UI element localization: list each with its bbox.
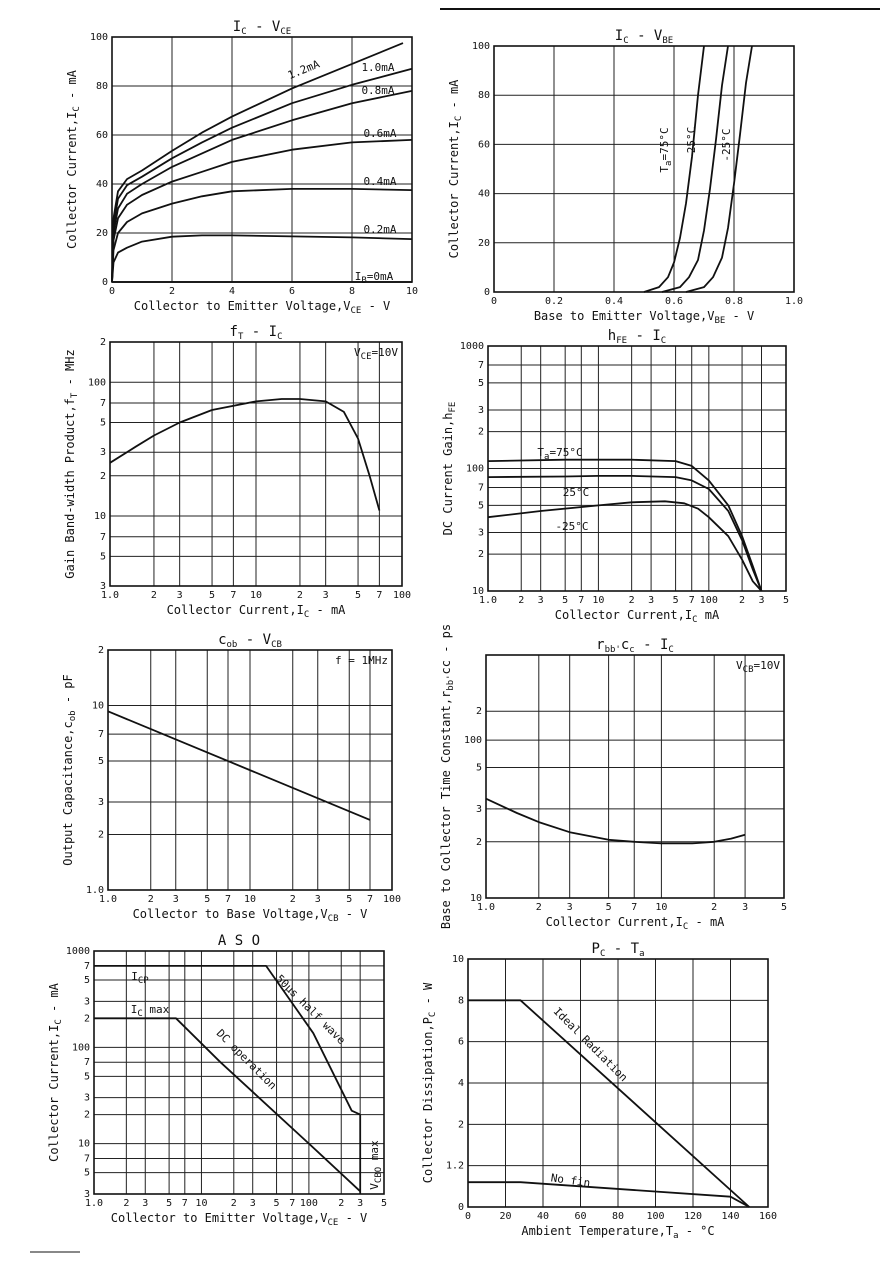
y-tick-label: 10 <box>471 586 484 597</box>
x-tick-label: 3 <box>322 590 329 601</box>
x-tick-label: 100 <box>392 590 412 601</box>
series-label: 50μs half wave <box>273 972 348 1047</box>
x-tick-label: 1.0 <box>784 296 804 307</box>
y-tick-label: 5 <box>83 1071 90 1083</box>
y-tick-label: 10 <box>91 700 104 712</box>
x-axis-label: Ambient $Temperature,T_a - ^\circ C$ <box>521 1224 715 1241</box>
series-label: Ideal Radiation <box>550 1004 631 1085</box>
x-tick-label: 3 <box>648 595 655 606</box>
x-tick-label: 7 <box>230 590 237 601</box>
plot-frame <box>486 655 784 898</box>
y-tick-label: 8 <box>457 995 464 1007</box>
series-label: $I_C$ max <box>130 1003 170 1019</box>
y-axis-label: Collector $Current,I_C$ - mA <box>65 70 82 249</box>
x-tick-label: 0.6 <box>664 296 684 307</box>
y-tick-label: 2 <box>83 1109 90 1121</box>
x-tick-label: 7 <box>376 590 383 601</box>
y-tick-label: 100 <box>71 1042 90 1054</box>
x-tick-label: 100 <box>299 1198 318 1209</box>
x-tick-label: 100 <box>382 894 402 905</box>
chart-title: $f_T - I_C$ <box>229 324 283 342</box>
y-tick-label: 4 <box>457 1078 464 1089</box>
y-tick-label: 6 <box>457 1036 464 1048</box>
x-tick-label: 3 <box>566 902 573 913</box>
series-line-hfe_ic-2 <box>488 501 762 591</box>
series-line-hfe_ic-1 <box>488 476 762 591</box>
x-tick-label: 0.2 <box>544 296 564 307</box>
chart-annotation: f = 1MHz <box>335 654 388 667</box>
y-tick-label: 10 <box>451 954 464 965</box>
x-tick-label: 7 <box>578 595 585 606</box>
x-tick-label: 1.0 <box>100 590 120 601</box>
x-tick-label: 3 <box>249 1198 256 1209</box>
y-tick-label: 5 <box>99 417 106 429</box>
y-tick-label: 2 <box>475 706 482 718</box>
y-tick-label: 3 <box>99 447 106 459</box>
x-tick-label: 40 <box>536 1211 550 1222</box>
x-tick-label: 10 <box>195 1198 208 1209</box>
y-tick-label: 80 <box>477 90 490 102</box>
x-tick-label: 2 <box>123 1198 130 1209</box>
series-line-pc_ta-0 <box>468 1000 749 1207</box>
series-label: DC operation <box>213 1026 280 1093</box>
x-axis-label: Collector to Base $Voltage,V_{CB}$ - V <box>132 907 368 924</box>
x-tick-label: 0 <box>108 286 116 297</box>
series-label: 0.6mA <box>363 127 397 140</box>
y-tick-label: 1000 <box>459 341 484 352</box>
y-tick-label: 20 <box>477 237 490 249</box>
x-tick-label: 5 <box>380 1198 388 1209</box>
y-tick-label: 100 <box>465 463 484 475</box>
y-tick-label: 0 <box>457 1202 464 1213</box>
chart-cob_vcb <box>61 632 401 924</box>
series-line-ic_vbe-1 <box>662 46 728 292</box>
y-tick-label: 100 <box>87 377 106 389</box>
x-tick-label: 1.0 <box>478 595 498 606</box>
y-axis-label: Collector $Current,I_C$ - mA <box>47 983 64 1162</box>
y-tick-label: 7 <box>97 729 104 741</box>
x-tick-label: 7 <box>224 894 232 905</box>
x-tick-label: 7 <box>181 1198 188 1209</box>
x-tick-label: 7 <box>688 595 695 606</box>
series-label: 0.2mA <box>363 223 397 236</box>
x-tick-label: 10 <box>592 595 605 606</box>
series-line-ft_ic-0 <box>110 399 379 511</box>
x-tick-label: 2 <box>628 595 635 606</box>
y-tick-label: 5 <box>99 551 106 563</box>
x-tick-label: 4 <box>228 286 236 297</box>
x-tick-label: 2 <box>296 590 303 601</box>
y-axis-label: Collector $Current,I_C$ - mA <box>447 79 464 259</box>
series-label: -25°C <box>555 520 589 533</box>
y-tick-label: 2 <box>457 1119 464 1131</box>
x-tick-label: 120 <box>683 1211 703 1222</box>
y-tick-label: 7 <box>99 531 106 543</box>
series-label: $T_a=75^\circ C$ <box>537 446 583 462</box>
y-tick-label: 2 <box>477 426 484 438</box>
y-tick-label: 40 <box>477 188 490 200</box>
chart-aso <box>47 933 387 1228</box>
series-label: 1.2mA <box>285 57 322 82</box>
y-tick-label: 0 <box>483 287 490 298</box>
series-label: 0.4mA <box>363 175 397 188</box>
series-line-rbb_ic-0 <box>486 799 745 844</box>
series-label: 0.8mA <box>361 84 395 97</box>
x-tick-label: 8 <box>348 286 356 297</box>
y-tick-label: 10 <box>469 893 482 904</box>
y-tick-label: 3 <box>475 803 482 815</box>
x-tick-label: 3 <box>758 595 765 606</box>
x-tick-label: 100 <box>646 1211 665 1222</box>
x-tick-label: 2 <box>711 902 718 913</box>
series-label: 25°C <box>562 486 590 499</box>
x-tick-label: 3 <box>537 595 544 606</box>
y-tick-label: 2 <box>97 829 104 841</box>
x-tick-label: 3 <box>142 1198 149 1209</box>
x-tick-label: 0 <box>464 1211 472 1222</box>
x-tick-label: 1.0 <box>476 902 496 913</box>
x-tick-label: 10 <box>405 286 419 297</box>
y-tick-label: 2 <box>99 470 106 482</box>
chart-hfe_ic <box>441 328 789 625</box>
x-tick-label: 3 <box>314 894 321 905</box>
y-tick-label: 1.2 <box>445 1160 464 1172</box>
y-tick-label: 7 <box>83 1057 90 1069</box>
y-tick-label: 2 <box>477 549 484 561</box>
x-tick-label: 2 <box>289 894 296 905</box>
chart-annotation: $V_{CE}=10V$ <box>354 346 398 362</box>
series-label: $I_{CP}$ <box>131 970 149 986</box>
x-tick-label: 20 <box>499 1211 512 1222</box>
y-axis-label: Base to Collector Time $Constant,r_{bb'}cc$ - ps <box>439 623 456 930</box>
x-axis-label: Base to Emitter $Voltage,V_{BE}$ - V <box>533 309 755 326</box>
x-axis-label: Collector $Current,I_C$ mA <box>554 608 720 625</box>
x-tick-label: 5 <box>273 1198 280 1209</box>
chart-title: $P_C - T_a$ <box>591 941 645 959</box>
y-tick-label: 3 <box>477 527 484 539</box>
x-tick-label: 5 <box>782 595 790 606</box>
x-tick-label: 140 <box>721 1211 740 1222</box>
chart-ic_vbe <box>447 28 803 326</box>
y-tick-label: 2 <box>475 836 482 848</box>
y-tick-label: 2 <box>99 337 106 348</box>
y-tick-label: 3 <box>99 581 106 592</box>
chart-title: $h_{FE} - I_C$ <box>607 328 667 346</box>
x-tick-label: 0.8 <box>724 296 744 307</box>
y-tick-label: 3 <box>97 796 104 808</box>
y-tick-label: 7 <box>477 482 484 494</box>
y-tick-label: 1.0 <box>85 885 104 896</box>
series-line-ic_vce-6 <box>112 43 403 282</box>
y-tick-label: 3 <box>83 996 90 1008</box>
y-axis-label: DC Current $Gain,h_{FE}$ <box>441 401 458 536</box>
y-tick-label: 7 <box>83 1153 90 1165</box>
y-tick-label: 2 <box>83 1013 90 1025</box>
y-tick-label: 60 <box>477 139 490 151</box>
series-label: -25°C <box>720 128 733 162</box>
series-line-cob_vcb-0 <box>108 711 370 820</box>
x-tick-label: 5 <box>166 1198 173 1209</box>
y-axis-label: Gain Band-width $Product,f_T$ - MHz <box>63 349 80 579</box>
y-tick-label: 80 <box>95 81 108 92</box>
chart-ic_vce <box>65 19 418 316</box>
x-tick-label: 10 <box>655 902 668 913</box>
series-line-hfe_ic-0 <box>488 460 762 591</box>
chart-rbb_ic <box>439 624 787 932</box>
x-tick-label: 7 <box>631 902 638 913</box>
x-tick-label: 3 <box>357 1198 364 1209</box>
y-tick-label: 2 <box>97 645 104 656</box>
x-axis-label: Collector to Emitter $Voltage,V_{CE}$ - V <box>133 299 391 316</box>
y-tick-label: 100 <box>463 735 482 747</box>
series-label: $I_B=0mA$ <box>354 270 394 286</box>
x-tick-label: 5 <box>346 894 353 905</box>
chart-title: $I_C - V_{BE}$ <box>614 28 674 46</box>
y-tick-label: 10 <box>93 511 106 523</box>
x-tick-label: 10 <box>243 894 257 905</box>
y-tick-label: 5 <box>97 756 104 768</box>
x-tick-label: 2 <box>739 595 746 606</box>
x-tick-label: 2 <box>150 590 157 601</box>
plot-frame <box>494 46 794 292</box>
x-tick-label: 5 <box>672 595 679 606</box>
x-tick-label: 5 <box>780 902 788 913</box>
x-axis-label: Collector $Current,I_C$ - mA <box>545 915 725 932</box>
x-tick-label: 60 <box>574 1211 587 1222</box>
y-tick-label: 20 <box>95 228 108 239</box>
y-tick-label: 1000 <box>65 946 90 957</box>
y-tick-label: 100 <box>471 41 490 52</box>
x-tick-label: 5 <box>605 902 612 913</box>
y-tick-label: 10 <box>77 1138 90 1150</box>
x-tick-label: 5 <box>355 590 362 601</box>
y-tick-label: 7 <box>99 397 106 409</box>
x-tick-label: 3 <box>742 902 749 913</box>
y-tick-label: 5 <box>477 500 484 512</box>
x-tick-label: 6 <box>288 286 296 297</box>
chart-title: $c_{ob} - V_{CB}$ <box>218 632 282 650</box>
y-tick-label: 3 <box>83 1189 90 1200</box>
chart-annotation: $V_{CB}=10V$ <box>736 659 780 675</box>
series-label: $T_a=75^\circ C$ <box>658 127 674 173</box>
x-tick-label: 0.4 <box>604 296 624 307</box>
x-tick-label: 80 <box>611 1211 625 1222</box>
series-line-ic_vbe-2 <box>686 46 752 292</box>
y-tick-label: 60 <box>95 130 108 141</box>
y-tick-label: 7 <box>477 359 484 371</box>
x-tick-label: 160 <box>758 1211 778 1222</box>
chart-ft_ic <box>63 324 411 620</box>
x-tick-label: 2 <box>518 595 525 606</box>
y-tick-label: 3 <box>477 405 484 417</box>
x-tick-label: 7 <box>366 894 374 905</box>
x-tick-label: 3 <box>176 590 183 601</box>
x-tick-label: 100 <box>699 595 718 606</box>
plot-frame <box>94 951 384 1194</box>
x-tick-label: 2 <box>230 1198 237 1209</box>
y-tick-label: 5 <box>477 377 484 389</box>
x-tick-label: 5 <box>204 894 211 905</box>
chart-title: A S O <box>217 933 261 949</box>
y-tick-label: 3 <box>83 1092 90 1104</box>
series-line-pc_ta-1 <box>468 1182 749 1207</box>
series-label: $V_{CBO}$ max <box>368 1140 384 1190</box>
x-tick-label: 3 <box>172 894 179 905</box>
x-tick-label: 0 <box>490 296 498 307</box>
y-tick-label: 5 <box>475 762 482 774</box>
x-tick-label: 5 <box>209 590 216 601</box>
x-tick-label: 5 <box>562 595 569 606</box>
x-tick-label: 7 <box>289 1198 296 1209</box>
x-tick-label: 1.0 <box>98 894 118 905</box>
x-tick-label: 1.0 <box>84 1198 104 1209</box>
x-tick-label: 2 <box>168 286 176 297</box>
y-tick-label: 0 <box>101 277 108 288</box>
y-tick-label: 40 <box>95 179 108 190</box>
x-tick-label: 2 <box>147 894 154 905</box>
series-label: 1.0mA <box>361 61 395 74</box>
y-tick-label: 5 <box>83 1167 90 1179</box>
series-label: No fin <box>549 1171 592 1190</box>
x-tick-label: 2 <box>338 1198 345 1209</box>
y-tick-label: 7 <box>83 960 90 972</box>
x-axis-label: Collector $Current,I_C$ - mA <box>166 603 346 620</box>
y-axis-label: Output $Capacitance,c_{ob}$ - pF <box>61 674 78 866</box>
y-axis-label: Collector $Dissipation,P_C$ - W <box>421 982 438 1184</box>
chart-title: $I_C - V_{CE}$ <box>232 19 292 37</box>
chart-pc_ta <box>421 941 777 1241</box>
series-label: 25°C <box>685 126 698 154</box>
y-tick-label: 5 <box>83 974 90 986</box>
x-axis-label: Collector to Emitter $Voltage,V_{CE}$ - V <box>110 1211 368 1228</box>
y-tick-label: 100 <box>89 32 108 43</box>
x-tick-label: 2 <box>535 902 542 913</box>
chart-title: $r_{bb'}c_c - I_C$ <box>596 637 674 655</box>
x-tick-label: 10 <box>249 590 263 601</box>
